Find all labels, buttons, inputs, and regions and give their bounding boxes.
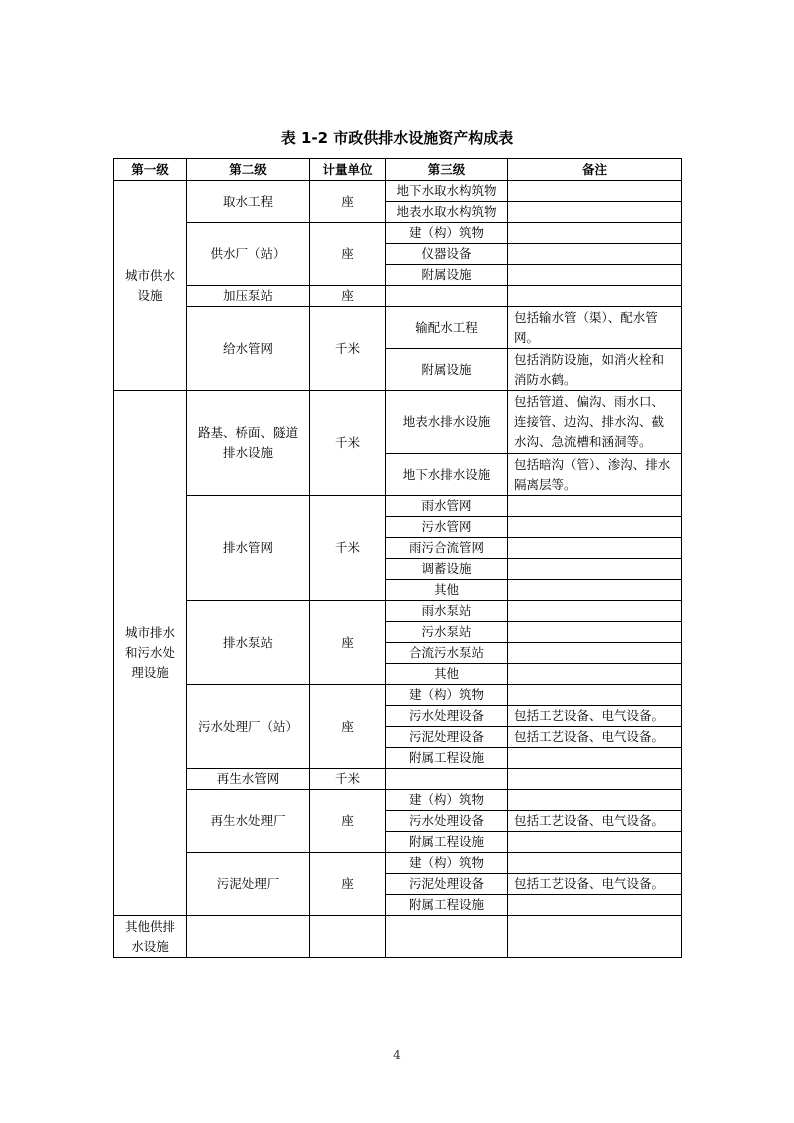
level2-cell: 供水厂（站）	[187, 223, 310, 286]
level2-cell: 再生水处理厂	[187, 790, 310, 853]
level3-cell: 建（构）筑物	[386, 790, 508, 811]
level3-cell: 污水管网	[386, 517, 508, 538]
note-cell	[508, 664, 682, 685]
level3-cell: 雨水泵站	[386, 601, 508, 622]
note-cell	[508, 580, 682, 601]
unit-cell	[310, 916, 386, 958]
level3-cell: 附属设施	[386, 265, 508, 286]
table-row	[114, 307, 682, 349]
unit-cell: 座	[310, 790, 386, 853]
note-cell	[508, 895, 682, 916]
header-level2: 第二级	[187, 159, 310, 181]
level3-cell: 污水泵站	[386, 622, 508, 643]
level3-cell: 地表水排水设施	[386, 391, 508, 454]
level3-cell: 建（构）筑物	[386, 853, 508, 874]
unit-cell: 座	[310, 853, 386, 916]
note-cell	[508, 265, 682, 286]
header-level1: 第一级	[114, 159, 187, 181]
level3-cell: 附属工程设施	[386, 832, 508, 853]
level3-cell: 污水处理设备	[386, 811, 508, 832]
unit-cell: 座	[310, 181, 386, 223]
note-cell: 包括工艺设备、电气设备。	[508, 727, 682, 748]
note-cell: 包括管道、偏沟、雨水口、连接管、边沟、排水沟、截水沟、急流槽和涵洞等。	[508, 391, 682, 454]
level3-cell: 雨污合流管网	[386, 538, 508, 559]
level2-cell: 排水管网	[187, 496, 310, 601]
level3-cell: 建（构）筑物	[386, 223, 508, 244]
level2-cell: 污泥处理厂	[187, 853, 310, 916]
note-cell	[508, 643, 682, 664]
asset-table	[113, 158, 682, 958]
note-cell	[508, 517, 682, 538]
header-row	[114, 159, 682, 181]
unit-cell: 千米	[310, 496, 386, 601]
level2-cell: 取水工程	[187, 181, 310, 223]
note-cell	[508, 496, 682, 517]
table-row	[114, 391, 682, 454]
unit-cell: 座	[310, 286, 386, 307]
note-cell	[508, 181, 682, 202]
table-row	[114, 853, 682, 874]
note-cell	[508, 286, 682, 307]
header-unit: 计量单位	[310, 159, 386, 181]
level3-cell: 建（构）筑物	[386, 685, 508, 706]
note-cell	[508, 790, 682, 811]
note-cell	[508, 223, 682, 244]
level3-cell: 输配水工程	[386, 307, 508, 349]
note-cell	[508, 202, 682, 223]
table-row	[114, 790, 682, 811]
note-cell	[508, 244, 682, 265]
level3-cell: 污泥处理设备	[386, 874, 508, 895]
level2-cell: 给水管网	[187, 307, 310, 391]
level3-cell	[386, 769, 508, 790]
unit-cell: 千米	[310, 391, 386, 496]
level3-cell: 其他	[386, 580, 508, 601]
unit-cell: 座	[310, 223, 386, 286]
note-cell	[508, 853, 682, 874]
level3-cell: 污水处理设备	[386, 706, 508, 727]
level3-cell: 附属工程设施	[386, 748, 508, 769]
level3-cell: 地表水取水构筑物	[386, 202, 508, 223]
note-cell: 包括工艺设备、电气设备。	[508, 811, 682, 832]
note-cell: 包括工艺设备、电气设备。	[508, 874, 682, 895]
unit-cell: 千米	[310, 307, 386, 391]
note-cell	[508, 559, 682, 580]
note-cell	[508, 769, 682, 790]
unit-cell: 千米	[310, 769, 386, 790]
level3-cell: 雨水管网	[386, 496, 508, 517]
note-cell: 包括工艺设备、电气设备。	[508, 706, 682, 727]
table-title: 表 1-2 市政供排水设施资产构成表	[280, 129, 514, 147]
level3-cell: 附属设施	[386, 349, 508, 391]
header-note: 备注	[508, 159, 682, 181]
level2-cell: 加压泵站	[187, 286, 310, 307]
table-row	[114, 181, 682, 202]
level1-cell: 城市供水设施	[114, 181, 187, 391]
note-cell	[508, 685, 682, 706]
level2-cell: 污水处理厂（站）	[187, 685, 310, 769]
table-row	[114, 496, 682, 517]
level3-cell: 调蓄设施	[386, 559, 508, 580]
unit-cell: 座	[310, 685, 386, 769]
page-number: 4	[393, 1048, 401, 1062]
level2-cell: 路基、桥面、隧道排水设施	[187, 391, 310, 496]
level3-cell: 地下水取水构筑物	[386, 181, 508, 202]
level3-cell: 其他	[386, 664, 508, 685]
note-cell	[508, 832, 682, 853]
table-row	[114, 916, 682, 958]
level3-cell	[386, 916, 508, 958]
note-cell	[508, 622, 682, 643]
level2-cell: 再生水管网	[187, 769, 310, 790]
table-row	[114, 601, 682, 622]
note-cell: 包括输水管（渠）、配水管网。	[508, 307, 682, 349]
level3-cell	[386, 286, 508, 307]
table-row	[114, 769, 682, 790]
level3-cell: 附属工程设施	[386, 895, 508, 916]
header-level3: 第三级	[386, 159, 508, 181]
table-row	[114, 223, 682, 244]
note-cell: 包括暗沟（管）、渗沟、排水隔离层等。	[508, 454, 682, 496]
level1-cell: 其他供排水设施	[114, 916, 187, 958]
level2-cell	[187, 916, 310, 958]
note-cell	[508, 748, 682, 769]
level2-cell: 排水泵站	[187, 601, 310, 685]
note-cell	[508, 538, 682, 559]
level3-cell: 污泥处理设备	[386, 727, 508, 748]
level3-cell: 地下水排水设施	[386, 454, 508, 496]
table-row	[114, 685, 682, 706]
level1-cell: 城市排水和污水处理设施	[114, 391, 187, 916]
unit-cell: 座	[310, 601, 386, 685]
note-cell: 包括消防设施，如消火栓和消防水鹤。	[508, 349, 682, 391]
note-cell	[508, 601, 682, 622]
level3-cell: 合流污水泵站	[386, 643, 508, 664]
note-cell	[508, 916, 682, 958]
table-row	[114, 286, 682, 307]
level3-cell: 仪器设备	[386, 244, 508, 265]
